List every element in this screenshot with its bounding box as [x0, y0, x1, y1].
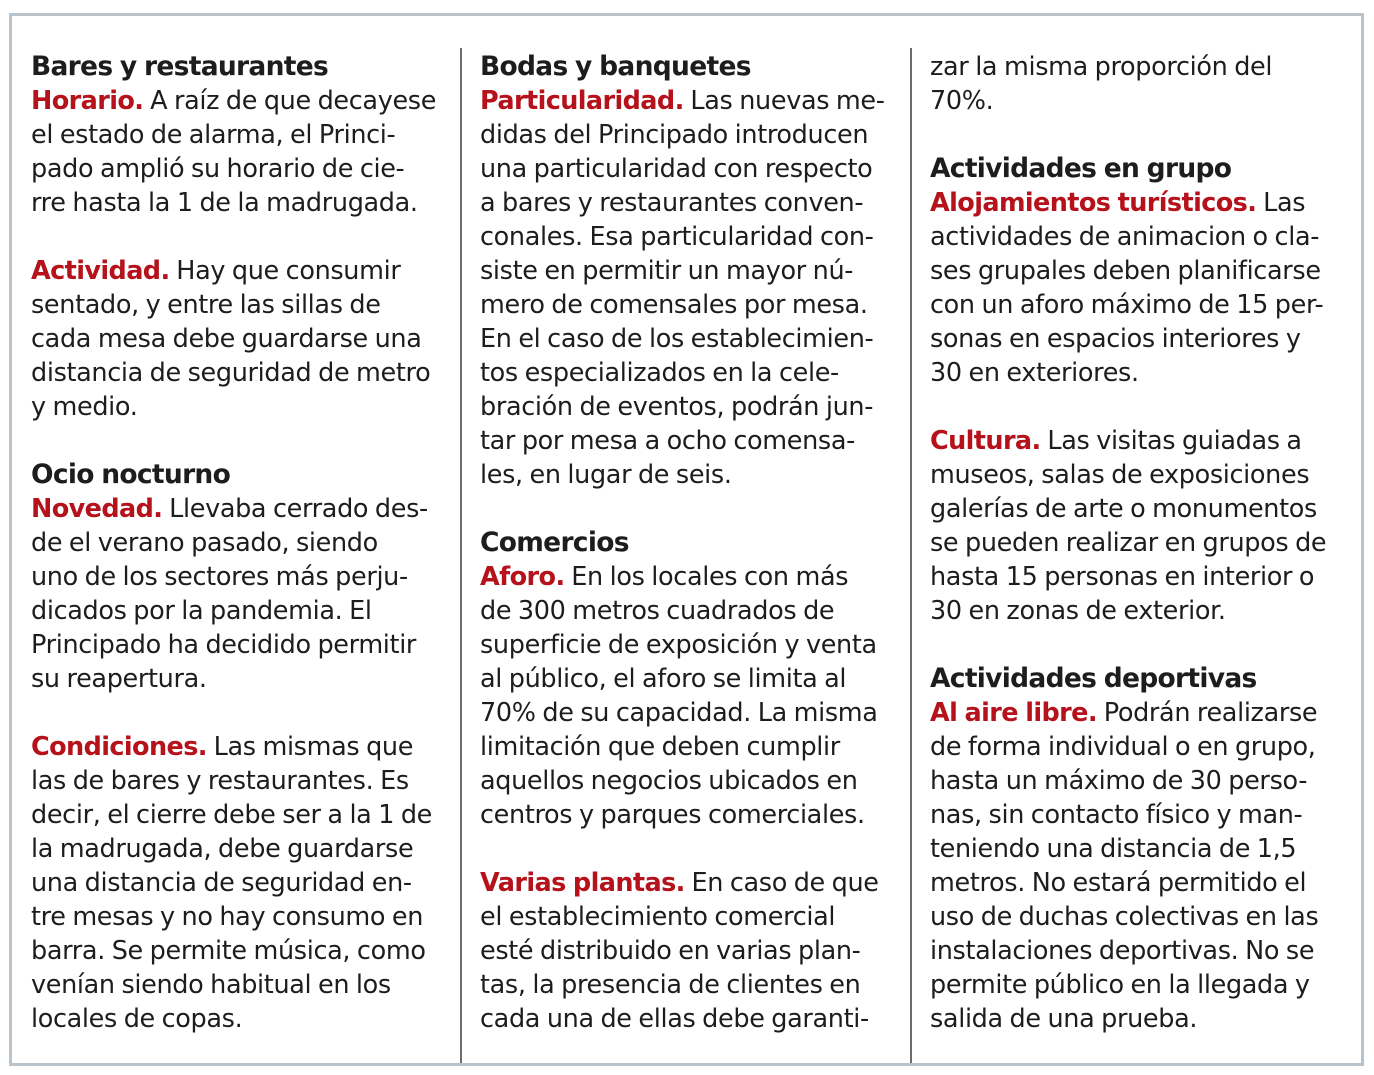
text-line	[31, 730, 451, 764]
text-line	[31, 390, 451, 424]
text-line	[480, 696, 900, 730]
paragraph	[31, 254, 451, 424]
line-text: superficie de exposición y venta	[480, 630, 877, 660]
line-text: actividades de animacion o cla-	[930, 222, 1320, 252]
line-text: uso de duchas colectivas en las	[930, 902, 1319, 932]
column-3	[930, 50, 1350, 1036]
text-line	[31, 254, 451, 288]
line-text: la madrugada, debe guardarse	[31, 834, 414, 864]
text-line	[930, 866, 1350, 900]
section-heading: Ocio nocturno	[31, 459, 231, 490]
text-line	[480, 186, 900, 220]
line-text: En los locales con más	[564, 562, 849, 592]
text-line	[930, 900, 1350, 934]
text-line	[31, 152, 451, 186]
line-text: Las	[1256, 188, 1306, 218]
text-line	[480, 900, 900, 934]
text-line	[930, 492, 1350, 526]
line-text: conales. Esa particularidad con-	[480, 222, 874, 252]
line-text: nas, sin contacto físico y man-	[930, 800, 1303, 830]
line-text: Las nuevas me-	[683, 86, 885, 116]
text-line	[480, 118, 900, 152]
text-line	[31, 288, 451, 322]
text-line	[480, 288, 900, 322]
text-line	[930, 764, 1350, 798]
paragraph-spacer	[31, 696, 451, 730]
text-line	[31, 764, 451, 798]
section-heading: Actividades en grupo	[930, 153, 1232, 184]
line-text: Hay que consumir	[169, 256, 401, 286]
text-line	[31, 832, 451, 866]
paragraph	[480, 560, 900, 832]
line-text: al público, el aforo se limita al	[480, 664, 847, 694]
text-line	[930, 594, 1350, 628]
text-line	[31, 322, 451, 356]
line-text: distancia de seguridad de metro	[31, 358, 431, 388]
text-line	[480, 798, 900, 832]
text-line	[930, 560, 1350, 594]
section-heading: Bodas y banquetes	[480, 51, 751, 82]
text-line	[480, 458, 900, 492]
line-text: Principado ha decidido permitir	[31, 630, 417, 660]
paragraph	[480, 84, 900, 492]
column-2	[480, 50, 900, 1036]
text-line	[930, 1002, 1350, 1036]
line-text: 70%.	[930, 86, 994, 116]
text-line	[31, 186, 451, 220]
line-text: su reapertura.	[31, 664, 207, 694]
line-text: el establecimiento comercial	[480, 902, 836, 932]
text-line	[31, 560, 451, 594]
line-text: limitación que deben cumplir	[480, 732, 840, 762]
line-text: bración de eventos, podrán jun-	[480, 392, 874, 422]
paragraph-lead: Condiciones.	[31, 732, 207, 762]
text-line	[480, 322, 900, 356]
paragraph-lead: Horario.	[31, 86, 144, 116]
line-text: Las visitas guiadas a	[1040, 426, 1302, 456]
text-line	[930, 934, 1350, 968]
text-line	[480, 152, 900, 186]
text-line	[930, 356, 1350, 390]
text-line	[31, 526, 451, 560]
text-line	[930, 798, 1350, 832]
paragraph-spacer	[31, 220, 451, 254]
line-text: didas del Principado introducen	[480, 120, 869, 150]
line-text: hasta 15 personas en interior o	[930, 562, 1315, 592]
paragraph-spacer	[930, 390, 1350, 424]
line-text: instalaciones deportivas. No se	[930, 936, 1315, 966]
text-line	[930, 696, 1350, 730]
text-line	[930, 220, 1350, 254]
paragraph	[930, 50, 1350, 118]
line-text: locales de copas.	[31, 1004, 243, 1034]
text-line	[31, 968, 451, 1002]
paragraph	[930, 696, 1350, 1036]
line-text: metros. No estará permitido el	[930, 868, 1307, 898]
line-text: el estado de alarma, el Princi-	[31, 120, 396, 150]
line-text: barra. Se permite música, como	[31, 936, 426, 966]
text-line	[930, 186, 1350, 220]
paragraph	[930, 186, 1350, 390]
text-line	[930, 424, 1350, 458]
line-text: galerías de arte o monumentos	[930, 494, 1317, 524]
paragraph	[31, 492, 451, 696]
line-text: Las mismas que	[206, 732, 414, 762]
text-line	[31, 492, 451, 526]
paragraph-spacer	[480, 492, 900, 526]
text-line	[480, 1002, 900, 1036]
paragraph-lead: Particularidad.	[480, 86, 684, 116]
paragraph	[480, 866, 900, 1036]
line-text: uno de los sectores más perju-	[31, 562, 408, 592]
paragraph-lead: Aforo.	[480, 562, 565, 592]
line-text: rre hasta la 1 de la madrugada.	[31, 188, 418, 218]
line-text: 30 en zonas de exterior.	[930, 596, 1226, 626]
line-text: de forma individual o en grupo,	[930, 732, 1316, 762]
text-line	[480, 628, 900, 662]
column-1	[31, 50, 451, 1036]
text-line	[480, 662, 900, 696]
line-text: En el caso de los establecimien-	[480, 324, 874, 354]
text-line	[31, 628, 451, 662]
text-line	[31, 356, 451, 390]
line-text: con un aforo máximo de 15 per-	[930, 290, 1324, 320]
line-text: tre mesas y no hay consumo en	[31, 902, 424, 932]
text-line	[31, 84, 451, 118]
line-text: aquellos negocios ubicados en	[480, 766, 858, 796]
line-text: A raíz de que decayese	[143, 86, 437, 116]
section-heading: Actividades deportivas	[930, 663, 1257, 694]
text-line	[480, 730, 900, 764]
line-text: mero de comensales por mesa.	[480, 290, 868, 320]
text-line	[31, 594, 451, 628]
line-text: museos, salas de exposiciones	[930, 460, 1310, 490]
line-text: zar la misma proporción del	[930, 52, 1273, 82]
text-line	[930, 254, 1350, 288]
section-heading: Bares y restaurantes	[31, 51, 329, 82]
line-text: esté distribuido en varias plan-	[480, 936, 861, 966]
text-line	[480, 968, 900, 1002]
paragraph-spacer	[930, 118, 1350, 152]
line-text: hasta un máximo de 30 perso-	[930, 766, 1308, 796]
paragraph-lead: Actividad.	[31, 256, 170, 286]
text-line	[31, 866, 451, 900]
line-text: tar por mesa a ocho comensa-	[480, 426, 855, 456]
line-text: permite público en la llegada y	[930, 970, 1310, 1000]
text-line	[930, 288, 1350, 322]
line-text: Llevaba cerrado des-	[162, 494, 428, 524]
line-text: de el verano pasado, siendo	[31, 528, 378, 558]
text-line	[480, 424, 900, 458]
paragraph-spacer	[930, 628, 1350, 662]
text-line	[480, 594, 900, 628]
line-text: sonas en espacios interiores y	[930, 324, 1301, 354]
line-text: se pueden realizar en grupos de	[930, 528, 1327, 558]
text-line	[930, 322, 1350, 356]
line-text: tas, la presencia de clientes en	[480, 970, 861, 1000]
line-text: Podrán realizarse	[1096, 698, 1318, 728]
line-text: 30 en exteriores.	[930, 358, 1139, 388]
paragraph-lead: Varias plantas.	[480, 868, 685, 898]
paragraph	[31, 730, 451, 1036]
line-text: salida de una prueba.	[930, 1004, 1198, 1034]
line-text: decir, el cierre debe ser a la 1 de	[31, 800, 433, 830]
text-line	[480, 934, 900, 968]
text-line	[31, 798, 451, 832]
text-line	[480, 356, 900, 390]
text-line	[930, 458, 1350, 492]
line-text: tos especializados en la cele-	[480, 358, 839, 388]
text-line	[480, 764, 900, 798]
line-text: cada mesa debe guardarse una	[31, 324, 422, 354]
line-text: venían siendo habitual en los	[31, 970, 391, 1000]
section-heading: Comercios	[480, 527, 629, 558]
line-text: En caso de que	[684, 868, 879, 898]
column-divider	[460, 48, 462, 1063]
text-line	[930, 968, 1350, 1002]
paragraph-spacer	[31, 424, 451, 458]
paragraph-lead: Alojamientos turísticos.	[930, 188, 1257, 218]
text-line	[31, 662, 451, 696]
column-divider	[910, 48, 912, 1063]
text-line	[930, 84, 1350, 118]
paragraph-lead: Al aire libre.	[930, 698, 1097, 728]
line-text: una particularidad con respecto	[480, 154, 873, 184]
line-text: les, en lugar de seis.	[480, 460, 732, 490]
paragraph	[930, 424, 1350, 628]
line-text: centros y parques comerciales.	[480, 800, 865, 830]
line-text: las de bares y restaurantes. Es	[31, 766, 409, 796]
text-line	[480, 866, 900, 900]
text-line	[930, 526, 1350, 560]
text-line	[31, 1002, 451, 1036]
text-line	[480, 390, 900, 424]
paragraph	[31, 84, 451, 220]
line-text: siste en permitir un mayor nú-	[480, 256, 854, 286]
line-text: de 300 metros cuadrados de	[480, 596, 835, 626]
line-text: cada una de ellas debe garanti-	[480, 1004, 869, 1034]
paragraph-lead: Cultura.	[930, 426, 1041, 456]
text-line	[480, 560, 900, 594]
text-line	[480, 84, 900, 118]
paragraph-lead: Novedad.	[31, 494, 163, 524]
line-text: ses grupales deben planificarse	[930, 256, 1321, 286]
line-text: 70% de su capacidad. La misma	[480, 698, 878, 728]
paragraph-spacer	[480, 832, 900, 866]
text-line	[930, 50, 1350, 84]
text-line	[480, 254, 900, 288]
line-text: pado amplió su horario de cie-	[31, 154, 405, 184]
text-line	[31, 118, 451, 152]
line-text: teniendo una distancia de 1,5	[930, 834, 1297, 864]
text-line	[31, 934, 451, 968]
line-text: y medio.	[31, 392, 138, 422]
text-line	[930, 832, 1350, 866]
text-line	[480, 220, 900, 254]
line-text: a bares y restaurantes conven-	[480, 188, 864, 218]
line-text: dicados por la pandemia. El	[31, 596, 372, 626]
text-line	[31, 900, 451, 934]
line-text: sentado, y entre las sillas de	[31, 290, 381, 320]
line-text: una distancia de seguridad en-	[31, 868, 412, 898]
text-line	[930, 730, 1350, 764]
